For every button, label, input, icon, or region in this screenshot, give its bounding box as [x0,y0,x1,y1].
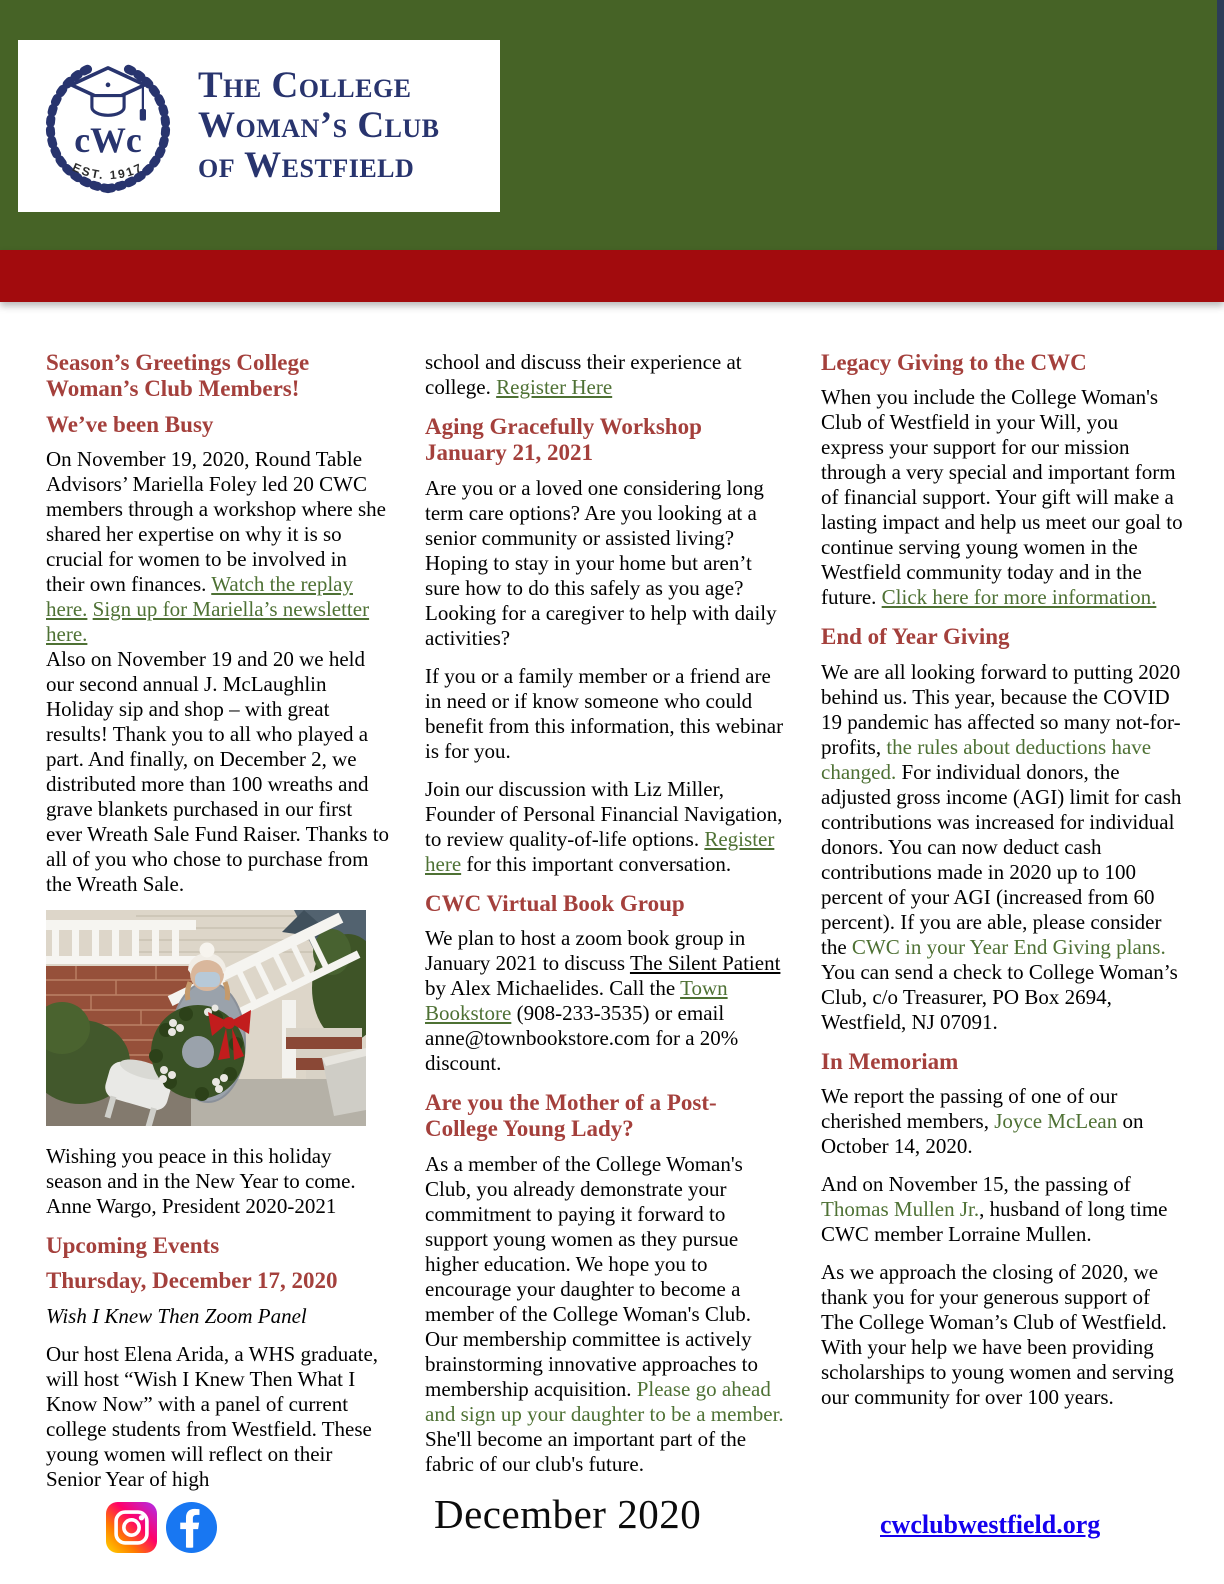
thomas-mullen-name: Thomas Mullen Jr. [821,1196,980,1221]
busy-text: On November 19, 2020, Round Table Advisors’ Mariella Foley led 20 CWC members through a workshop where she shared her expertise on why it is so crucial for women to be involved in their own finances. [46,447,386,597]
column-3 [821,350,1186,1492]
busy-paragraph [46,447,390,647]
book-group-heading: CWC Virtual Book Group [425,890,685,916]
logo-established: EST. 1917 [70,160,146,183]
book-text-b: by Alex Michaelides. Call the [425,976,681,1001]
aging-paragraph-2: If you or a family member or a friend are in need or if know someone who could benefit from this information, this webinar is for you. [425,663,784,763]
memoriam-paragraph-2 [821,1172,1186,1247]
mem2-text-b: , husband of long time CWC member Lorraine Mullen. [821,1196,1168,1246]
register-webinar-link[interactable]: Register here [425,826,775,876]
event-date-heading: Thursday, December 17, 2020 [46,1268,338,1294]
cwc-logo [32,50,184,202]
eoy-text-a: We are all looking forward to putting 2020 behind us. This year, because the COVID 19 pandemic has affected so many not-for-profits, [821,659,1181,759]
column-1 [46,350,390,1492]
masthead [0,0,1224,250]
town-bookstore-link[interactable]: Town Bookstore [425,976,728,1025]
wreath-sale-photo [46,910,366,1126]
busy-heading: We’ve been Busy [46,411,214,437]
closing-paragraph: As we approach the closing of 2020, we thank you for your generous support of The College Woman’s Club of Westfield. With your help we have been providing scholarships to young women and serving our community for over 100 years. [821,1259,1174,1409]
navy-edge-strip [1217,0,1224,250]
register-here-link[interactable]: Register Here [496,374,613,399]
mem1-text-b: on October 14, 2020. [821,1108,1144,1158]
logo-monogram: cWc [74,119,142,160]
greeting-heading: Season’s Greetings College Woman’s Club Members! [46,350,310,402]
aging-paragraph-1: Are you or a loved one considering long term care options? Are you looking at a senior community or assisted living? Hoping to stay in your home but aren’t sure how to do this safely as you age? Looking for a caregiver to help with daily activities? [425,475,777,650]
joyce-mclean-name: Joyce McLean [994,1108,1118,1133]
aging-p3-text-b: for this important conversation. [461,851,732,876]
mother-text-a: As a member of the College Woman's Club, you already demonstrate your commitment to paying it forward to support young women as they pursue higher education. We hope you to encourage your daughter to become a member of the College Woman's Club. Our membership committee is actively brainstorming innovative approaches to membership acquisition. [425,1151,758,1401]
book-text-a: We plan to host a zoom book group in January 2021 to discuss [425,926,746,976]
issue-date: December 2020 [434,1491,702,1537]
year-end-giving-text: CWC in your Year End Giving plans. [851,934,1166,959]
column-2 [425,350,786,1492]
website-link[interactable]: cwclubwestfield.org [880,1510,1101,1539]
memoriam-paragraph-1 [821,1084,1186,1159]
cont-text: school and discuss their experience at college. [425,350,742,399]
mem1-text-a: We report the passing of one of our cherished members, [821,1083,1118,1133]
legacy-paragraph [821,385,1186,610]
newsletter-body [0,302,1224,1492]
mother-heading: Are you the Mother of a Post-College Young Lady? [425,1089,717,1142]
legacy-text: When you include the College Woman's Club of Westfield in your Will, you express your support for our mission through a very special and important form of financial support. Your gift will make a lasting impact and help us meet our goal to continue serving young women in the Westfield community today and in the future. [821,385,1183,610]
aging-p3-text-a: Join our discussion with Liz Miller, Founder of Personal Financial Navigation, to review quality-of-life options. [425,776,783,851]
event-description-continued [425,350,786,400]
instagram-icon[interactable] [106,1502,157,1553]
eoy-text-b: For individual donors, the adjusted gross income (AGI) limit for cash contributions was increased for individual donors. You can now deduct cash contributions made in 2020 up to 100 percent of your AGI (increased from 60 percent). If you are able, please consider the [821,759,1182,959]
event-title: Wish I Knew Then Zoom Panel [46,1303,307,1328]
book-text-c: (908-233-3535) or email anne@townbookstore.com for a 20% discount. [425,1001,739,1075]
watch-replay-link[interactable]: Watch the replay here. [46,572,353,622]
club-title-line1: The College [198,65,412,106]
club-title-line2: Woman’s Club [198,105,440,146]
in-memoriam-heading: In Memoriam [821,1048,959,1074]
mother-paragraph [425,1152,786,1477]
eoy-text-c: You can send a check to College Woman’s Club, c/o Treasurer, PO Box 2694, Westfield, NJ 07091. [821,959,1178,1034]
end-of-year-paragraph [821,660,1186,1035]
logo-card [18,40,500,212]
rules-changed-text: the rules about deductions have changed. [821,734,1152,784]
end-of-year-heading: End of Year Giving [821,624,1010,650]
mariella-newsletter-link[interactable]: Sign up for Mariella’s newsletter here. [46,597,370,647]
events-recap-paragraph: Also on November 19 and 20 we held our second annual J. McLaughlin Holiday sip and shop – with great results! Thank you to all who played a part. And finally, on December 2, we distributed more than 100 wreaths and grave blankets purchased in our first ever Wreath Sale Fund Raiser. Thanks to all of you who chose to purchase from the Wreath Sale. [46,647,390,897]
facebook-icon[interactable] [166,1502,217,1553]
red-banner [0,250,1224,302]
book-group-paragraph [425,926,786,1076]
sign-up-daughter-text: Please go ahead and sign up your daughter to be a member. [425,1376,784,1426]
upcoming-events-heading: Upcoming Events [46,1232,220,1258]
aging-workshop-heading: Aging Gracefully Workshop January 21, 2021 [425,413,702,466]
book-title: The Silent Patient [629,951,781,976]
aging-paragraph-3 [425,777,786,877]
mother-text-b: She'll become an important part of the fabric of our club's future. [425,1426,747,1476]
legacy-giving-heading: Legacy Giving to the CWC [821,350,1087,375]
club-title-line3: of Westfield [198,145,415,186]
face-mask [195,972,220,987]
peace-paragraph: Wishing you peace in this holiday season and in the New Year to come. Anne Wargo, President 2020-2021 [46,1144,356,1218]
event-description: Our host Elena Arida, a WHS graduate, will host “Wish I Knew Then What I Know Now” with a panel of current college students from Westfield. These young women will reflect on their Senior Year of high [46,1341,379,1491]
mem2-text-a: And on November 15, the passing of [821,1171,1131,1196]
legacy-more-info-link[interactable]: Click here for more information. [881,585,1157,610]
club-title [198,66,440,186]
social-links [106,1502,217,1553]
